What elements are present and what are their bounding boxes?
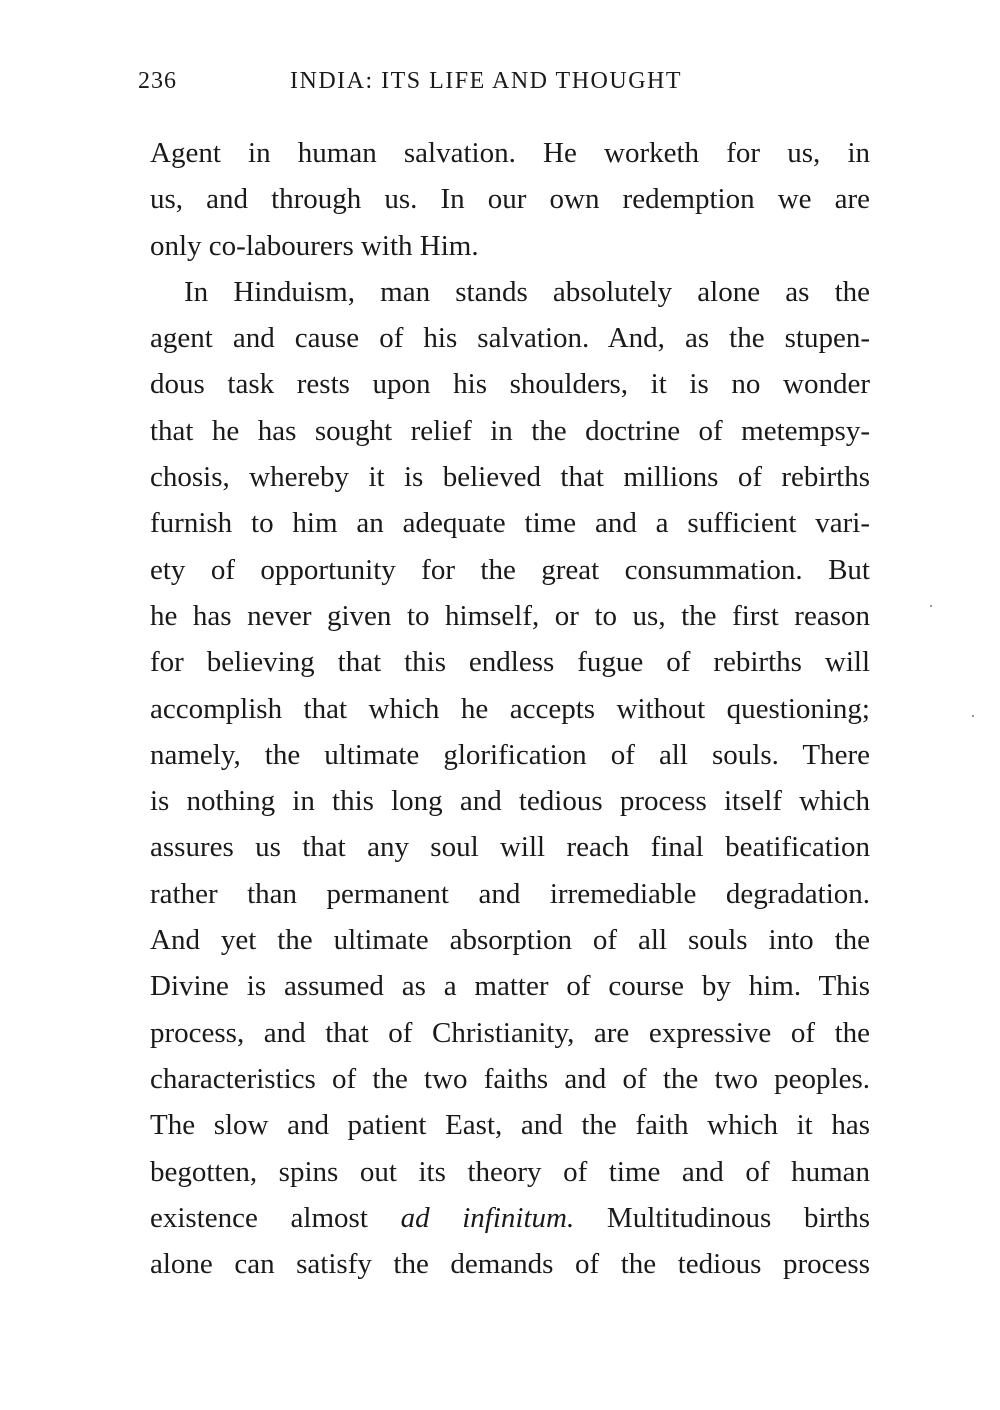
- text-line: us, and through us. In our own redemption we are: [150, 183, 870, 216]
- scan-speck: [930, 605, 932, 607]
- text-segment: Multitudinous births: [574, 1201, 870, 1234]
- text-line: he has never given to himself, or to us, the first reason: [150, 599, 870, 632]
- italic-phrase: ad infinitum.: [400, 1201, 575, 1234]
- text-line: alone can satisfy the demands of the tedious process: [150, 1248, 870, 1281]
- text-line: only co-labourers with Him.: [150, 229, 479, 262]
- text-line: is nothing in this long and tedious process itself which: [150, 785, 870, 818]
- text-line: that he has sought relief in the doctrine of metempsy-: [150, 414, 870, 447]
- text-line: agent and cause of his salvation. And, as the stupen-: [150, 322, 870, 355]
- text-line: namely, the ultimate glorification of all souls. There: [150, 738, 870, 771]
- text-line: for believing that this endless fugue of rebirths will: [150, 646, 870, 679]
- text-line: And yet the ultimate absorption of all souls into the: [150, 924, 870, 957]
- text-line: Divine is assumed as a matter of course by him. This: [150, 970, 870, 1003]
- text-line: chosis, whereby it is believed that millions of rebirths: [150, 461, 870, 494]
- text-line: process, and that of Christianity, are expressive of the: [150, 1016, 870, 1049]
- text-line: accomplish that which he accepts without questioning;: [150, 692, 870, 725]
- text-segment: existence almost: [150, 1201, 401, 1234]
- text-line: ety of opportunity for the great consummation. But: [150, 553, 870, 586]
- body-text: [150, 130, 870, 1287]
- text-line: Agent in human salvation. He worketh for us, in: [150, 137, 870, 169]
- text-line: characteristics of the two faiths and of the two peoples.: [150, 1062, 870, 1095]
- text-line: begotten, spins out its theory of time and of human: [150, 1155, 870, 1188]
- text-line-with-italic: [150, 1195, 870, 1241]
- scan-speck: [972, 715, 974, 717]
- text-line: The slow and patient East, and the faith which it has: [150, 1109, 870, 1142]
- text-line: assures us that any soul will reach final beatification: [150, 831, 870, 864]
- running-head: [138, 68, 870, 108]
- text-line: rather than permanent and irremediable degradation.: [150, 877, 870, 910]
- text-line: dous task rests upon his shoulders, it is no wonder: [150, 368, 870, 401]
- running-title: INDIA: ITS LIFE AND THOUGHT: [290, 68, 683, 94]
- text-line: furnish to him an adequate time and a sufficient vari-: [150, 507, 870, 540]
- text-line: In Hinduism, man stands absolutely alone as the: [184, 275, 870, 308]
- page-number: 236: [138, 68, 177, 94]
